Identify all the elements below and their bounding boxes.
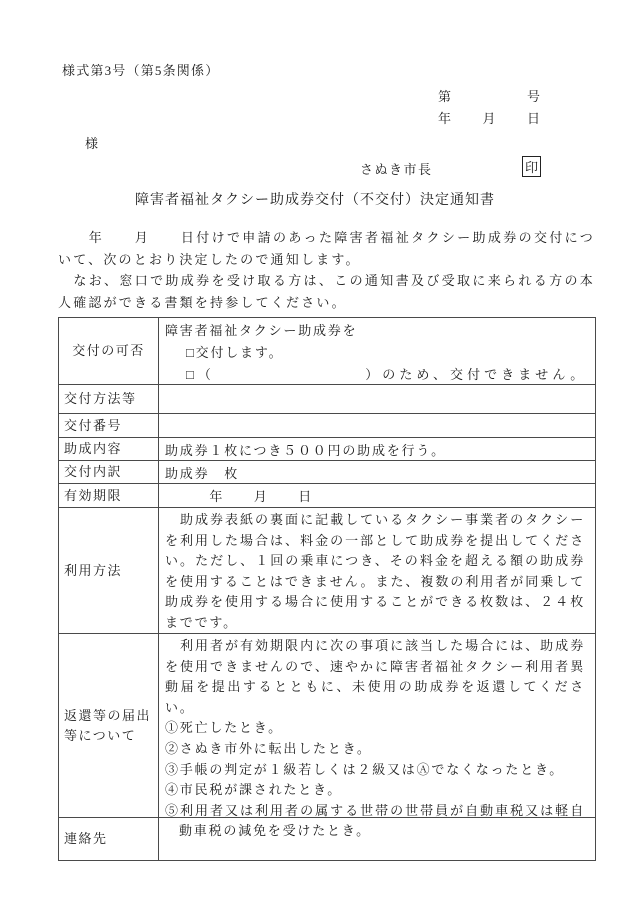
date-month-label: 月 (482, 111, 496, 126)
deny-reason-blank (215, 378, 363, 379)
row-label-subsidy-detail: 助成内容 (59, 438, 159, 460)
row-label-return-notice: 返還等の届出等について (59, 634, 159, 817)
row-label-usage: 利用方法 (59, 508, 159, 633)
row-label-contact: 連絡先 (59, 818, 159, 860)
usage-cell (159, 508, 595, 633)
body-text (58, 227, 595, 313)
subsidy-detail-cell: 助成券１枚につき５００円の助成を行う。 (165, 442, 446, 458)
row-label-issue-breakdown: 交付内訳 (59, 461, 159, 483)
usage-paragraph: 助成券表紙の裏面に記載しているタクシー事業者のタクシーを利用した場合は、料金の一部として助成券を提出してください。ただし、１回の乗車につき、その料金を超える額の助成券を使用することはできません。また、複数の利用者が同乗して助成券を使用する場合に使用することができる枚数は、２４枚までです。 (165, 512, 585, 630)
return-condition-2: ②さぬき市外に転出したとき。 (165, 740, 372, 756)
grant-intro: 障害者福祉タクシー助成券を (165, 323, 358, 338)
grant-checkbox: □ (186, 345, 196, 360)
row-label-issue-number: 交付番号 (59, 414, 159, 437)
return-condition-4: ④市民税が課されたとき。 (165, 782, 343, 798)
table-row-subsidy-detail (59, 437, 595, 460)
row-label-grant-decision: 交付の可否 (59, 318, 159, 384)
row-label-expiration: 有効期限 (59, 484, 159, 507)
deny-option (165, 364, 585, 386)
issue-breakdown-cell: 助成券 枚 (165, 465, 240, 481)
grant-decision-cell (159, 318, 595, 384)
row-label-delivery-method: 交付方法等 (59, 385, 159, 413)
body-paragraph-2: なお、窓口で助成券を受け取る方は、この通知書及び受取に来られる方の本人確認ができる書類を持参してください。 (58, 273, 595, 310)
doc-number-line (438, 86, 540, 105)
seal-box (522, 156, 541, 177)
table-row-contact (59, 817, 595, 860)
doc-number-prefix: 第 (438, 89, 452, 104)
contact-cell (159, 818, 595, 860)
seal-label: 印 (524, 160, 538, 175)
expiration-cell: 年 月 日 (165, 489, 314, 504)
issue-number-cell (159, 414, 595, 437)
date-line (438, 108, 540, 127)
return-notice-intro: 利用者が有効期限内に次の事項に該当した場合には、助成券を使用できませんので、速やかに障害者福祉タクシー利用者異動届を提出するとともに、未使用の助成券を返還してください。 (165, 638, 585, 715)
date-day-label: 日 (526, 111, 540, 126)
table-row-delivery-method (59, 384, 595, 413)
deny-option-label: ）のため、交付できません。 (362, 367, 585, 382)
body-paragraph-1: 年 月 日付けで申請のあった障害者福祉タクシー助成券の交付について、次のとおり決定したので通知します。 (58, 230, 595, 267)
grant-option (165, 342, 585, 364)
table-row-usage (59, 507, 595, 633)
table-row-issue-breakdown (59, 460, 595, 483)
return-notice-cell (159, 634, 595, 839)
delivery-method-cell (159, 385, 595, 413)
deny-open-paren: （ (197, 367, 215, 382)
return-condition-1: ①死亡したとき。 (165, 720, 283, 736)
form-number: 様式第3号（第5条関係） (62, 63, 220, 78)
return-condition-5: ⑤利用者又は利用者の属する世帯の世帯員が自動車税又は軽自動車税の減免を受けたとき。 (165, 802, 585, 839)
document-title: 障害者福祉タクシー助成券交付（不交付）決定通知書 (135, 193, 495, 208)
table-row-grant-decision (59, 318, 595, 384)
doc-number-suffix: 号 (526, 89, 540, 104)
addressee-suffix: 様 (85, 136, 100, 151)
grant-option-label: 交付します。 (195, 345, 284, 360)
issuer-name: さぬき市長 (360, 162, 433, 177)
details-table (58, 317, 596, 861)
table-row-issue-number (59, 413, 595, 437)
deny-checkbox: □ (186, 367, 198, 382)
table-row-expiration (59, 483, 595, 507)
date-year-label: 年 (438, 111, 452, 126)
return-condition-3: ③手帳の判定が１級若しくは２級又はⒶでなくなったとき。 (165, 761, 565, 777)
